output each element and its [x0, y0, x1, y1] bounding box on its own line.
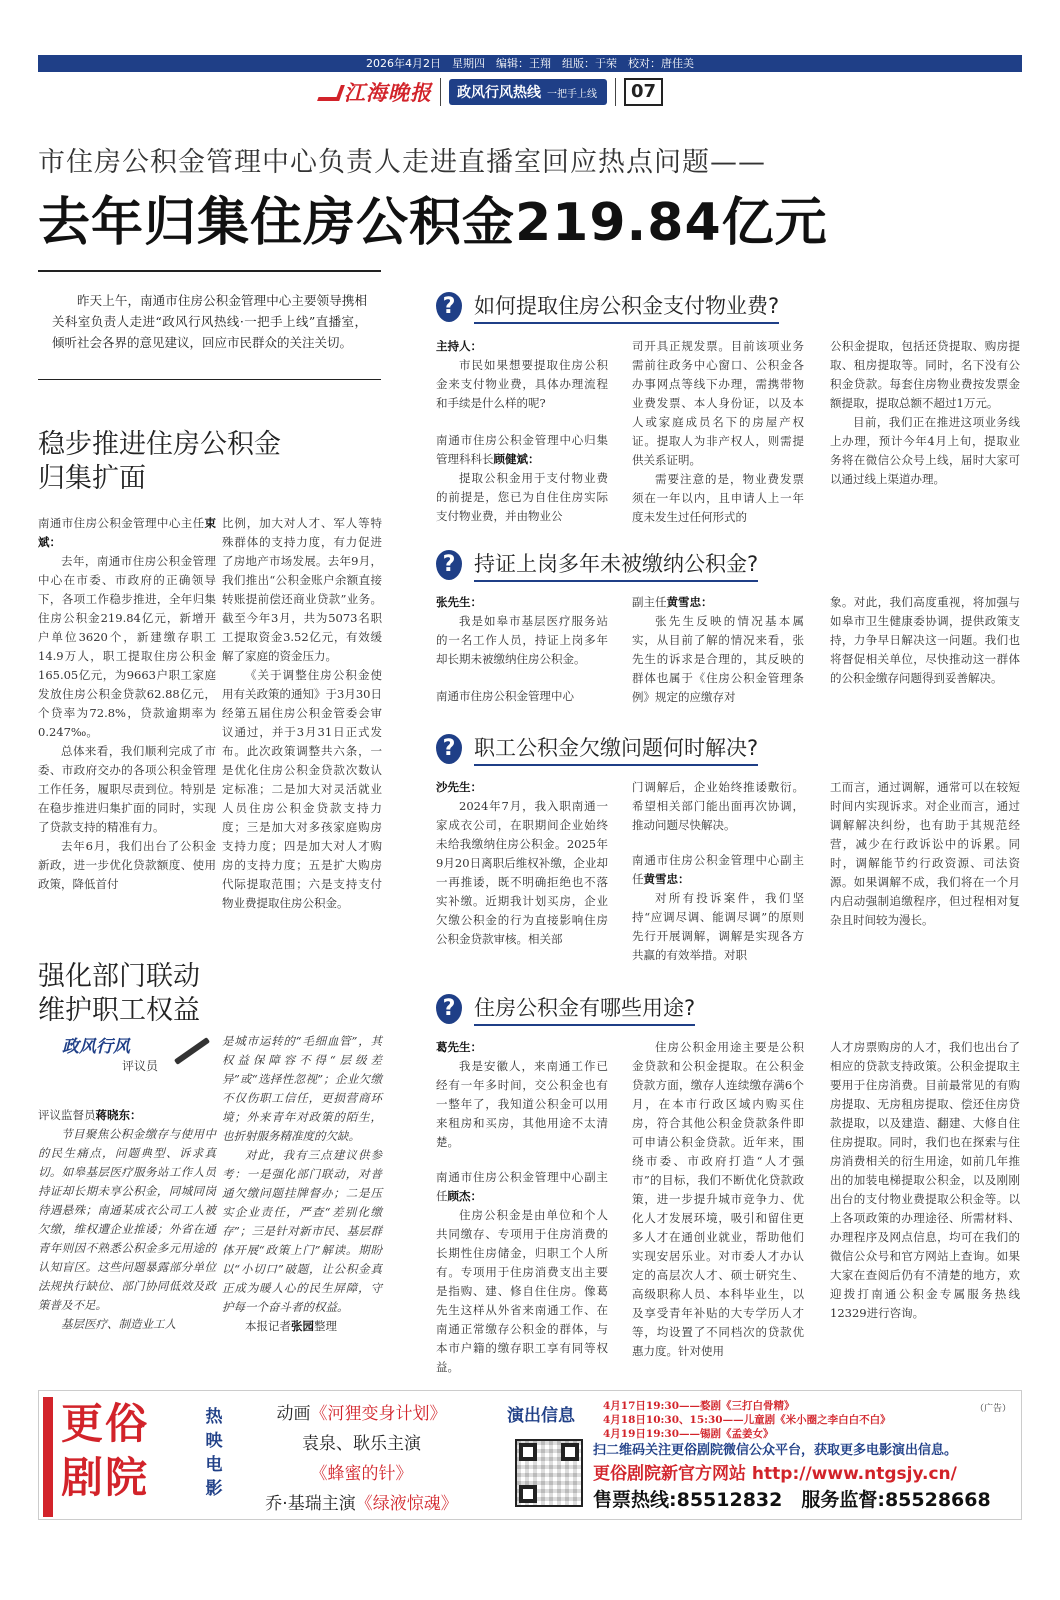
- paragraph: 门调解后，企业始终推诿敷衍。希望相关部门能出面再次协调，推动问题尽快解决。: [632, 780, 804, 832]
- question-title-4: [436, 992, 1020, 1026]
- q4-col3: [830, 1038, 1020, 1323]
- column-sub: 一把手上线: [547, 88, 597, 100]
- section1-col1: [38, 514, 216, 894]
- credit-post: 整理: [314, 1319, 337, 1333]
- show-info-title: 演出信息: [507, 1406, 575, 1426]
- paragraph: 公积金提取，包括还贷提取、购房提取、租房提取等。同时，名下没有公积金贷款。每套住房物业费按发票金额提取，提取总额不超过1万元。: [830, 339, 1020, 410]
- masthead: [320, 75, 663, 109]
- theater-advertisement: [38, 1390, 1022, 1520]
- film-title: 《绿液惊魂》: [355, 1494, 458, 1514]
- show-item: 4月19日19:30——锡剧《孟姜女》: [603, 1428, 774, 1440]
- speaker-name: 蒋晓东：: [95, 1108, 142, 1122]
- show-list: [603, 1399, 891, 1441]
- hot-char: 影: [205, 1479, 223, 1499]
- question-icon: ?: [436, 550, 462, 580]
- q1-col1: [436, 337, 608, 526]
- speaker-name: 黄雪忠：: [666, 595, 713, 609]
- paragraph: 工而言，通过调解，通常可以在较短时间内实现诉求。对企业而言，通过调解解决纠纷，也有助于其规范经营，减少在行政诉讼中的诉累。同时，调解能节约行政资源、司法资源。如果调解不成，我们将在一个月内启动强制追缴程序，但过程相对复杂且时间较为漫长。: [830, 780, 1020, 927]
- film-title: 《蜂蜜的针》: [310, 1464, 413, 1484]
- speaker-title: 副主任: [632, 595, 667, 609]
- q1-col2: [632, 337, 804, 527]
- section-title-line: 强化部门联动: [38, 961, 200, 992]
- headline: 去年归集住房公积金219.84亿元: [38, 193, 828, 253]
- commentator-logo: [62, 1032, 212, 1082]
- website[interactable]: 更俗剧院新官方网站 http://www.ntgsjy.cn/: [593, 1464, 957, 1484]
- question-text: 住房公积金有哪些用途?: [474, 992, 695, 1026]
- question-title-2: [436, 548, 1020, 582]
- speaker-name: 黄雪忠：: [643, 872, 690, 886]
- show-item: 4月17日19:30——婺剧《三打白骨精》: [603, 1400, 795, 1412]
- speaker-title: 南通市住房公积金管理中心副主任: [436, 1170, 608, 1203]
- q4-col1: [436, 1038, 608, 1377]
- newspaper-logo: [320, 77, 432, 107]
- qr-corner: [561, 1443, 579, 1461]
- credit: [222, 1317, 382, 1336]
- info-bar: 2026年4月2日 星期四 编辑：王翔 组版：于荣 校对：唐佳美: [38, 55, 1022, 72]
- question-icon: ?: [436, 734, 462, 764]
- paragraph: 住房公积金是由单位和个人共同缴存、专项用于住房消费的长期性住房储金，归职工个人所有。专项用于住房消费支出主要是指购、建、修自住住房。像葛先生这样从外省来南通工作、在南通正常缴存公积金的群体，与本市户籍的缴存职工享有同等权益。: [436, 1208, 608, 1374]
- question-text: 职工公积金欠缴问题何时解决?: [474, 732, 758, 766]
- paragraph: 基层医疗、制造业工人: [61, 1317, 176, 1331]
- paragraph: 人才房票购房的人才，我们也出台了相应的贷款支持政策。公积金提取主要用于住房消费。目前最常见的有购房提取、无房租房提取、偿还住房贷款提取，以及建造、翻建、大修自住住房提取。同时，我们也在探索与住房消费相关的衍生用途，如前几年推出的加装电梯提取公积金，以及刚刚出台的支付物业费提取公积金等。以上各项政策的办理途径、所需材料、办理程序及网点信息，均可在我们的微信公众号和官方网站上查询。如果大家在查阅后仍有不清楚的地方，欢迎拨打南通公积金专属服务热线12329进行咨询。: [830, 1040, 1020, 1320]
- theater-logo-line: 剧院: [61, 1453, 150, 1502]
- section-title-1: [38, 428, 281, 496]
- hot-films-label: [201, 1405, 227, 1501]
- question-text: 持证上岗多年未被缴纳公积金?: [474, 548, 758, 582]
- section1-col2: [222, 514, 382, 913]
- comment-role: 评议员: [122, 1059, 159, 1073]
- speaker-title: 评议监督员: [38, 1108, 96, 1122]
- speaker-name: 束斌：: [38, 516, 216, 549]
- paragraph: 需要注意的是，物业费发票须在一年以内，且申请人上一年度未发生过任何形式的: [632, 472, 804, 524]
- qr-caption: 扫二维码关注更俗剧院微信公众平台，获取更多电影演出信息。: [593, 1443, 958, 1458]
- logo-text: 江海晚报: [344, 80, 432, 105]
- speaker-name: 葛先生：: [436, 1040, 482, 1054]
- paragraph: 去年6月，我们出台了公积金新政，进一步优化贷款额度、使用政策，降低首付: [38, 839, 216, 891]
- ad-tag: （广告）: [974, 1404, 1011, 1414]
- paragraph: 总体来看，我们顺利完成了市委、市政府交办的各项公积金管理工作任务，履职尽责到位。特别是在稳步推进归集扩面的同时，实现了贷款支持的精准有力。: [38, 744, 216, 834]
- section-title-2: [38, 960, 200, 1028]
- paragraph: 象。对此，我们高度重视，将加强与如皋市卫生健康委协调，提供政策支持，力争早日解决这一问题。我们也将督促相关单位，尽快推动这一群体的公积金缴存问题得到妥善解决。: [830, 595, 1020, 685]
- q3-col2: [632, 778, 804, 965]
- paragraph: 我是安徽人，来南通工作已经有一年多时间，交公积金也有一整年了，我知道公积金可以用来租房和买房，其他用途不太清楚。: [436, 1059, 608, 1149]
- question-icon: ?: [436, 994, 462, 1024]
- logo-swoosh-icon: [320, 83, 340, 101]
- q1-col3: [830, 337, 1020, 489]
- speaker-name: 主持人：: [436, 339, 482, 353]
- film-cast: 乔·基瑞主演: [265, 1494, 356, 1514]
- question-text: 如何提取住房公积金支付物业费?: [474, 290, 779, 324]
- paragraph: 市民如果想要提取住房公积金来支付物业费，具体办理流程和手续是什么样的呢?: [436, 358, 608, 410]
- paragraph: 2024年7月，我入职南通一家成衣公司，在职期间企业始终未给我缴纳住房公积金。2025年9月20日离职后维权补缴，企业却一再推诿，既不明确拒绝也不落实补缴。近期我计划买房，企业欠缴公积金的行为直接影响住房公积金贷款审核。相关部: [436, 799, 608, 946]
- paragraph: 是城市运转的“毛细血管”，其权益保障容不得“层级差异”或“选择性忽视”；企业欠缴不仅伤职工信任，更损营商环境；外来青年对政策的陌生，也折射服务精准度的欠缺。: [222, 1034, 382, 1143]
- paragraph: 对此，我有三点建议供参考：一是强化部门联动，对普通欠缴问题挂牌督办；二是压实企业责任，严查“差别化缴存”；三是针对新市民、基层群体开展“政策上门”解读。期盼以“小切口”破题，让公积金真正成为暖人心的民生屏障，守护每一个奋斗者的权益。: [222, 1148, 382, 1314]
- show-item: 4月18日10:30、15:30——儿童剧《米小圈之李白白不白》: [603, 1414, 891, 1426]
- show-info: [505, 1395, 1019, 1515]
- credit-pre: 本报记者: [245, 1319, 291, 1333]
- speaker-title: 南通市住房公积金管理中心: [436, 689, 574, 703]
- hotlines: 售票热线:85512832 服务监督:85528668: [593, 1489, 991, 1511]
- divider: [615, 78, 616, 106]
- question-title-3: [436, 732, 1020, 766]
- q4-col2: [632, 1038, 804, 1361]
- speaker-name: 沙先生：: [436, 780, 482, 794]
- speaker-name: 顾健斌：: [493, 452, 540, 466]
- speaker-name: 顾杰：: [447, 1189, 482, 1203]
- paragraph: 住房公积金用途主要是公积金贷款和公积金提取。在公积金贷款方面，缴存人连续缴存满6个月，在本市行政区域内购买住房，符合其他公积金贷款条件即可申请公积金贷款。近年来，围绕市委、市政府打造“人才强市”的目标，我们不断优化贷款政策，进一步提升城市竞争力、优化人才发展环境，吸引和留住更多人才在通创业就业，帮助他们实现安居乐业。对市委人才办认定的高层次人才、硕士研究生、高级职称人员、本科毕业生，以及享受青年补贴的大专学历人才等，均设置了不同档次的贷款优惠力度。针对使用: [632, 1040, 804, 1358]
- paragraph: 目前，我们正在推进这项业务线上办理，预计今年4月上旬，提取业务将在微信公众号上线，届时大家可以通过线上渠道办理。: [830, 415, 1020, 486]
- section-title-line: 稳步推进住房公积金: [38, 429, 281, 460]
- comment-logo-text: 政风行风: [62, 1037, 130, 1057]
- film-prefix: 动画: [276, 1404, 311, 1424]
- theater-logo-line: 更俗: [61, 1399, 150, 1448]
- q2-col2: [632, 593, 804, 707]
- question-icon: ?: [436, 292, 462, 322]
- paragraph: 张先生反映的情况基本属实，从目前了解的情况来看，张先生的诉求是合理的，其反映的群体也属于《住房公积金管理条例》规定的应缴存对: [632, 614, 804, 704]
- hot-char: 映: [205, 1431, 223, 1451]
- film-cast: 袁泉、耿乐主演: [302, 1434, 421, 1454]
- paragraph: 司开具正规发票。目前该项业务需前往政务中心窗口、公积金各办事网点等线下办理，需携带物业费发票、本人身份证，以及本人或家庭成员名下的房屋产权证。提取人为非产权人，则需提供关系证明。: [632, 339, 804, 467]
- speaker-title: 南通市住房公积金管理中心归集管理科科长: [436, 433, 608, 466]
- paragraph: 我是如皋市基层医疗服务站的一名工作人员，持证上岗多年却长期未被缴纳住房公积金。: [436, 614, 608, 666]
- qr-code-icon: [515, 1439, 583, 1507]
- credit-name: 张园: [291, 1319, 314, 1333]
- paragraph: 《关于调整住房公积金使用有关政策的通知》于3月30日经第五届住房公积金管委会审议通过，并于3月31日正式发布。此次政策调整共六条，一是优化住房公积金贷款次数认定标准；二是加大对灵活就业人员住房公积金贷款支持力度；三是加大对多孩家庭购房支持力度；四是加大对人才购房的支持力度；五是扩大购房代际提取范围；六是支持支付物业费提取住房公积金。: [222, 668, 382, 910]
- subtitle: 市住房公积金管理中心负责人走进直播室回应热点问题——: [38, 147, 766, 178]
- question-title-1: [436, 290, 1020, 324]
- film-title: 《河狸变身计划》: [310, 1404, 447, 1424]
- qr-corner: [519, 1485, 537, 1503]
- speaker-title: 南通市住房公积金管理中心副主任: [632, 853, 804, 886]
- divider: [440, 78, 441, 106]
- paragraph: 节目聚焦公积金缴存与使用中的民生痛点，问题典型、诉求真切。如皋基层医疗服务站工作人员持证却长期未享公积金，同城同岗待遇悬殊；南通某成衣公司工人被欠缴，维权遭企业推诿；外省在通青年则因不熟悉公积金多元用途的认知盲区。这些问题暴露部分单位法规执行缺位、部门协同低效及政策普及不足。: [38, 1127, 216, 1312]
- paragraph: 去年，南通市住房公积金管理中心在市委、市政府的正确领导下，各项工作稳步推进，全年归集住房公积金219.84亿元，新增开户单位3620个，新建缴存职工14.9万人，职工提取住房公积金165.05亿元，为9663户职工家庭发放住房公积金贷款62.88亿元，个贷率为72.8%，贷款逾期率为0.247‰。: [38, 554, 216, 739]
- qr-corner: [519, 1443, 537, 1461]
- section-title-line: 维护职工权益: [38, 995, 200, 1026]
- lead-paragraph: 昨天上午，南通市住房公积金管理中心主要领导携相关科室负责人走进“政风行风热线·一把手上线”直播室，倾听社会各界的意见建议，回应市民群众的关注关切。: [38, 270, 381, 380]
- column-badge: [449, 79, 607, 105]
- paragraph: 比例，加大对人才、军人等特殊群体的支持力度，有力促进了房地产市场发展。去年9月，我们推出“公积金账户余额直接转账提前偿还商业贷款”业务。截至今年3月，共为5073名职工提取资金3.52亿元，有效缓解了家庭的资金压力。: [222, 516, 382, 663]
- section2-col2: [222, 1032, 382, 1336]
- paragraph: 对所有投诉案件，我们坚持“应调尽调、能调尽调”的原则先行开展调解，调解是实现各方共赢的有效举措。对职: [632, 891, 804, 962]
- theater-logo: [43, 1397, 171, 1517]
- speaker-title: 南通市住房公积金管理中心主任: [38, 516, 205, 530]
- hot-char: 热: [205, 1407, 223, 1427]
- speaker-name: 张先生：: [436, 595, 482, 609]
- q3-col1: [436, 778, 608, 949]
- film-list: [229, 1399, 494, 1519]
- q2-col3: [830, 593, 1020, 688]
- hot-char: 电: [205, 1455, 223, 1475]
- paragraph: 提取公积金用于支付物业费的前提是，您已为自住住房实际支付物业费，并由物业公: [436, 471, 608, 523]
- section-title-line: 归集扩面: [38, 463, 146, 494]
- page-number: 07: [624, 78, 663, 106]
- column-name: 政风行风热线: [457, 85, 541, 101]
- section2-col1: [38, 1106, 216, 1334]
- q3-col3: [830, 778, 1020, 930]
- q2-col1: [436, 593, 608, 706]
